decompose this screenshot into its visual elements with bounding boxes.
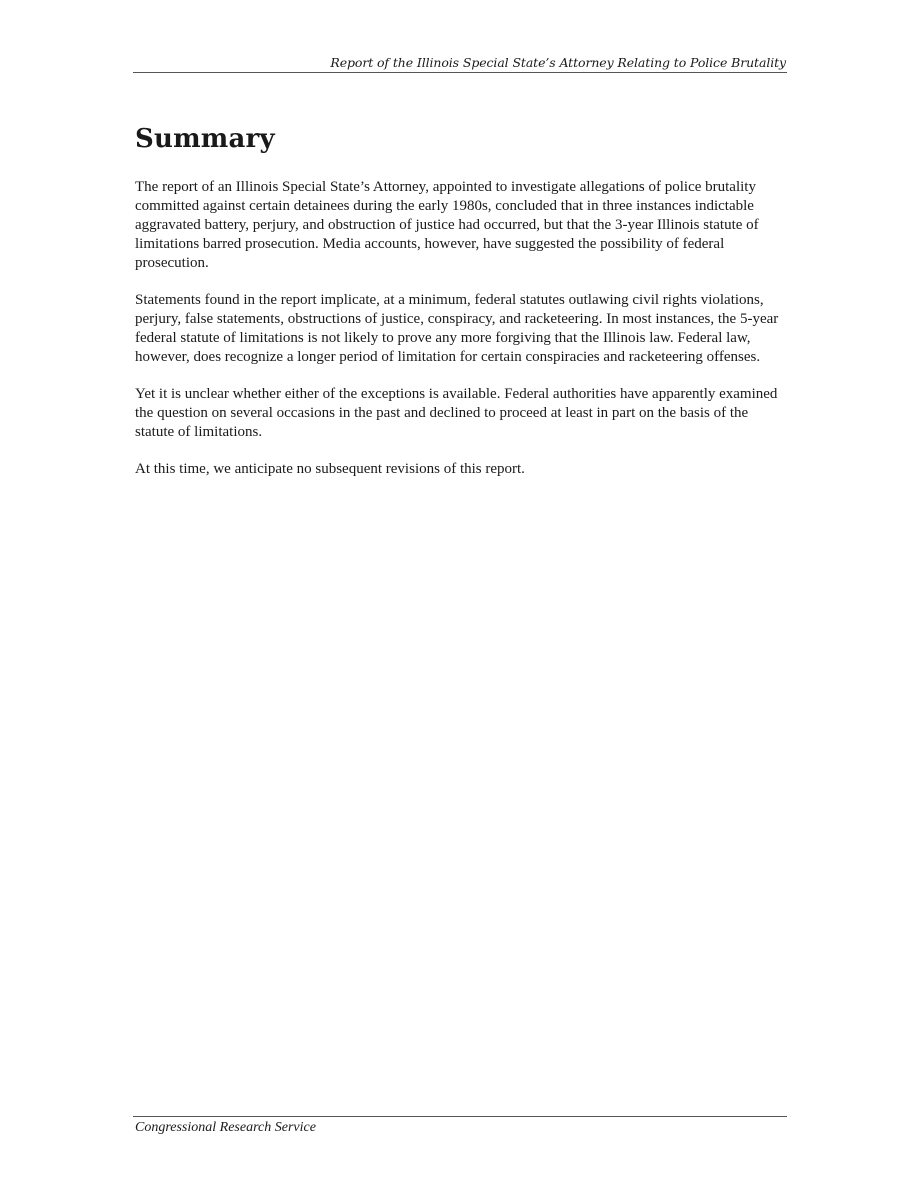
summary-paragraph-1: The report of an Illinois Special State’s Attorney, appointed to investigate allegations of police brutality committed against certain detainees during the early 1980s, concluded that in three instances indictable aggravated battery, perjury, and obstruction of justice had occurred, but that the 3-year Illinois statute of limitations barred prosecution. Media accounts, however, have suggested the possibility of federal prosecution. (135, 179, 759, 271)
section-heading: Summary (135, 124, 275, 154)
running-header-title: Report of the Illinois Special State’s Attorney Relating to Police Brutality (330, 55, 786, 70)
footer-divider (133, 1116, 787, 1117)
summary-paragraph-2: Statements found in the report implicate, at a minimum, federal statutes outlawing civil rights violations, perjury, false statements, obstructions of justice, conspiracy, and racketeering. In most instances, the 5-year federal statute of limitations is not likely to prove any more forgiving that the Illinois law. Federal law, however, does recognize a longer period of limitation for certain conspiracies and racketeering offenses. (135, 292, 779, 365)
header-divider (133, 72, 787, 73)
summary-paragraph-4: At this time, we anticipate no subsequent revisions of this report. (135, 461, 525, 477)
summary-body (135, 178, 785, 497)
summary-paragraph-3: Yet it is unclear whether either of the exceptions is available. Federal authorities have apparently examined the question on several occasions in the past and declined to proceed at least in part on the basis of the statute of limitations. (135, 386, 778, 440)
running-footer-organization: Congressional Research Service (135, 1120, 316, 1135)
